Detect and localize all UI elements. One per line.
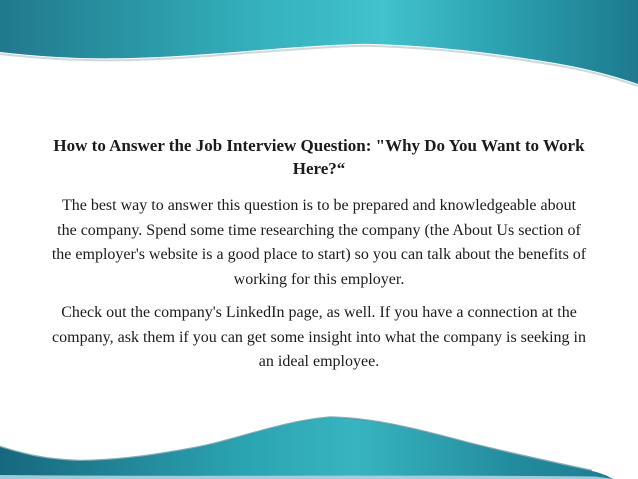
paragraph-line: the employer's website is a good place to start) so you can talk about the benefits of [51, 246, 587, 263]
paragraph-line: an ideal employee. [258, 353, 380, 370]
body-paragraph-1 [0, 194, 638, 292]
bottom-wave-decoration [0, 400, 638, 479]
paragraph-line: The best way to answer this question is to be prepared and knowledgeable about [61, 197, 577, 214]
slide-title [0, 134, 638, 180]
paragraph-line: Check out the company's LinkedIn page, as well. If you have a connection at the [61, 304, 577, 321]
slide-title-line: Here?“ [292, 159, 346, 178]
body-paragraph-2 [0, 301, 638, 375]
paragraph-line: working for this employer. [233, 270, 405, 288]
top-wave-decoration [0, 0, 638, 100]
paragraph-line: company, ask them if you can get some insight into what the company is seeking in [52, 328, 586, 346]
top-wave-shape [0, 0, 638, 84]
slide-title-line: How to Answer the Job Interview Question: "Why Do You Want to Work [53, 136, 585, 155]
paragraph-line: the company. Spend some time researching the company (the About Us section of [57, 221, 581, 239]
bottom-wave-shape [0, 418, 613, 479]
